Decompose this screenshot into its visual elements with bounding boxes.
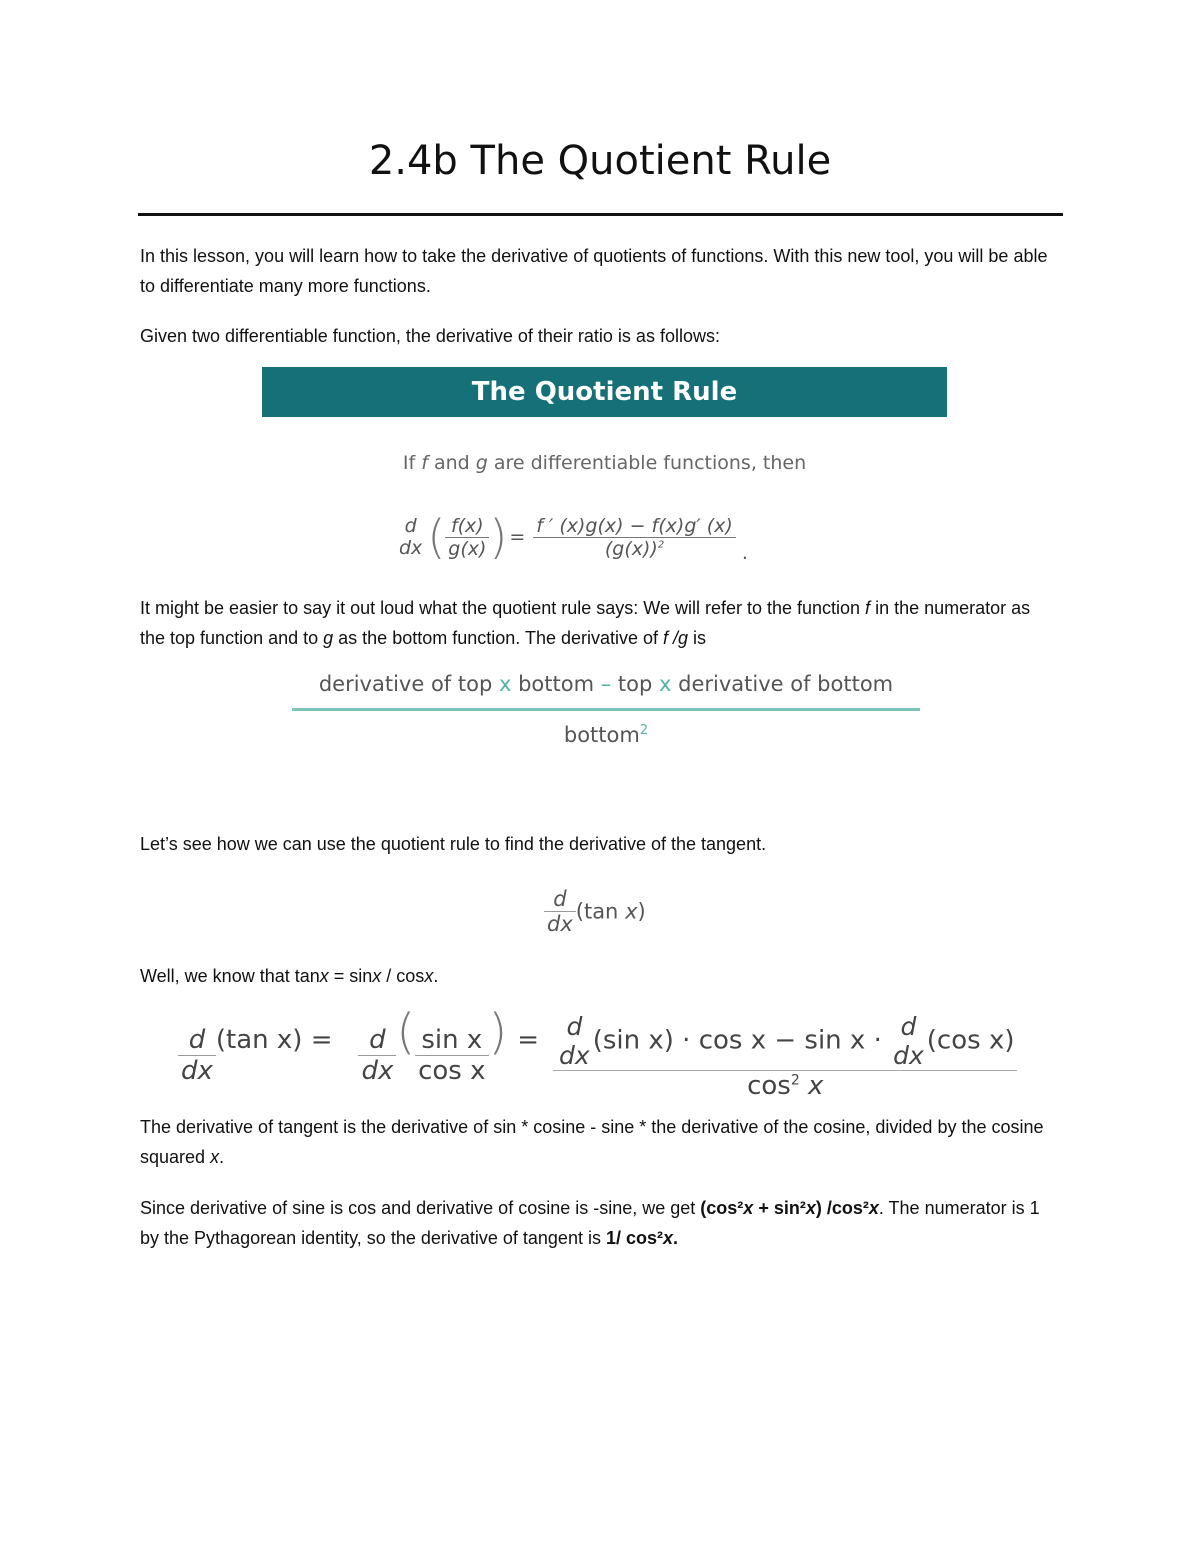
tangent-quotient-formula: $\frac{d}{dx}$ (tan x) = $\frac{d}{dx}$ ( $\frac{\text{sin x}}{\text{cos x}}$ ) = d dx (sin x) · cos x − sin x · d dx (cos x) $\cos^2 x$ [178,1004,1017,1101]
since-paragraph: Since derivative of sine is cos and derivative of cosine is -sine, we get (cos²x + sin²x) /cos²x. The numerator is 1 by the Pythagorean identity, so the derivative of tangent is 1/ cos²x. [140,1198,1040,1248]
words-denominator: bottom$^2$ [563,723,649,747]
quotient-rule-formula: d dx ( $\frac{f(x)}{g(x)}$ ) = $\frac{f ' (x)g(x) - f(x)g' (x)}{(g(x))^2}$ . [399,510,748,564]
given-paragraph: Given two differentiable function, the derivative of their ratio is as follows: [140,326,720,346]
intro-paragraph: In this lesson, you will learn how to take the derivative of quotients of functions. With this new tool, you will be able to differentiate many more functions. [140,246,1048,296]
quotient-rule-banner: The Quotient Rule [262,367,947,417]
say-it-paragraph: It might be easier to say it out loud what the quotient rule says: We will refer to the function f in the numerator as the top function and to g as the bottom function. The derivative of f /g is [140,598,1031,648]
title-divider [138,213,1063,216]
tangent-intro-paragraph: Let’s see how we can use the quotient rule to find the derivative of the tangent. [140,834,767,854]
words-numerator: derivative of top x bottom – top x derivative of bottom [318,672,894,696]
well-paragraph: Well, we know that tanx = sinx / cosx. [140,966,439,986]
words-fraction-bar [292,708,920,711]
quotient-rule-words [292,672,920,747]
page-title: 2.4b The Quotient Rule [368,138,832,184]
explain-paragraph: The derivative of tangent is the derivative of sin * cosine - sine * the derivative of the cosine, divided by the cosine squared x. [140,1117,1044,1167]
quotient-rule-condition: If f and g are differentiable functions, then [402,452,807,474]
tan-derivative-expression: $\frac{d}{dx}$ (tan x) [544,887,646,936]
